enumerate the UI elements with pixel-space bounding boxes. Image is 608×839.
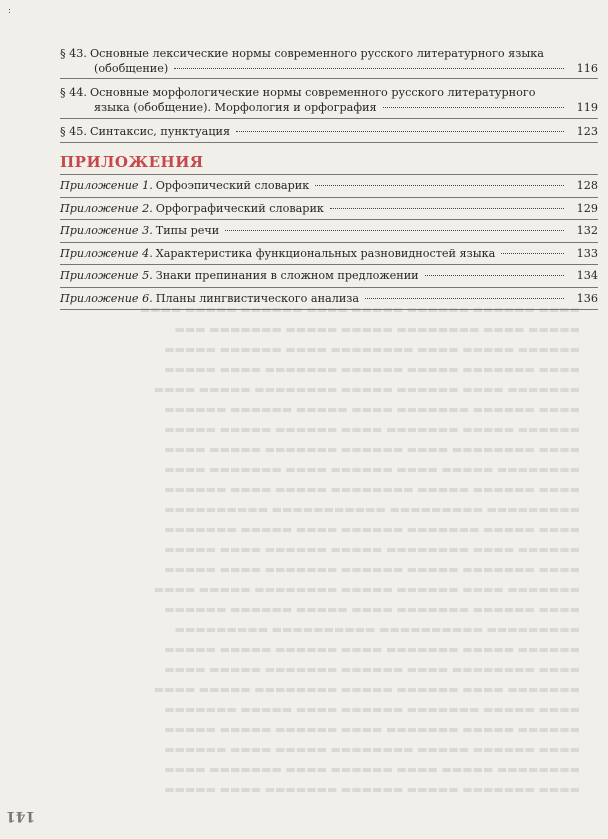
toc-appendix-4[interactable]	[60, 243, 598, 266]
section-title-line2: (обобщение)	[94, 62, 169, 75]
appendix-title: Знаки препинания в сложном предложении	[155, 269, 419, 282]
section-number: § 44.	[60, 86, 87, 99]
toc-section-43[interactable]	[60, 40, 598, 79]
dot-leader	[225, 230, 564, 231]
bleed-through-texture: ▬▬▬▬ ▬▬▬▬▬▬ ▬▬▬▬▬▬ ▬▬▬▬▬ ▬▬▬▬ ▬▬▬▬▬▬ ▬▬▬▬▬ ▬▬▬▬ ▬▬▬▬▬ ▬▬▬▬ ▬▬▬▬▬▬▬▬ ▬▬▬▬▬ ▬▬▬▬▬ ▬▬▬▬▬▬▬ ▬▬▬ ▬▬▬▬▬▬ ▬▬▬▬▬ ▬▬▬▬ ▬▬▬▬▬▬▬▬ ▬▬▬▬ ▬▬▬▬▬▬ ▬▬▬▬▬ ▬▬▬▬ ▬▬▬▬▬▬▬ ▬▬▬▬▬ ▬▬▬▬▬▬ ▬▬▬▬▬▬▬ ▬▬▬▬ ▬▬▬▬▬ ▬▬▬▬▬▬▬ ▬▬▬▬ ▬▬▬▬▬▬ ▬▬▬▬▬ ▬▬▬▬▬▬▬▬ ▬▬▬▬▬ ▬▬▬▬ ▬▬▬▬ ▬▬▬▬▬▬ ▬▬▬▬▬▬▬ ▬▬▬▬ ▬▬▬▬▬ ▬▬▬▬▬▬ ▬▬▬▬▬▬ ▬▬▬▬▬▬ ▬▬▬▬▬ ▬▬▬▬▬▬▬ ▬▬▬▬ ▬▬▬▬▬▬ ▬▬▬▬▬ ▬▬▬▬▬ ▬▬▬▬ ▬▬▬▬▬▬▬▬ ▬▬▬▬ ▬▬▬▬▬▬ ▬▬▬▬▬▬▬ ▬▬▬▬▬ ▬▬▬▬ ▬▬▬▬▬▬▬▬ ▬▬▬▬▬ ▬▬▬▬ ▬▬▬▬▬▬ ▬▬▬▬ ▬▬▬▬▬▬▬ ▬▬▬▬ ▬▬▬▬ ▬▬▬▬▬▬ ▬▬▬▬▬ ▬▬▬▬▬▬▬▬ ▬▬▬▬▬ ▬▬▬▬ ▬▬▬▬▬▬ ▬▬▬▬▬▬▬▬▬ ▬▬▬▬▬▬▬▬▬ ▬▬▬▬▬▬▬▬▬▬▬ ▬▬▬▬▬▬▬▬▬▬ ▬▬▬▬ ▬▬▬▬▬ ▬▬▬▬▬▬▬ ▬▬▬▬▬▬ ▬▬▬▬ ▬▬▬▬▬ ▬▬▬▬▬▬▬ ▬▬▬▬▬▬ ▬▬▬▬ ▬▬▬▬▬▬▬▬ ▬▬▬▬▬ ▬▬▬▬▬▬ ▬▬▬▬ ▬▬▬▬▬ ▬▬▬▬ ▬▬▬▬▬▬▬ ▬▬▬▬▬ ▬▬▬▬▬▬ ▬▬▬▬▬▬▬ ▬▬▬▬ ▬▬▬▬▬ ▬▬▬▬▬▬▬ ▬▬▬▬ ▬▬▬▬▬▬ ▬▬▬▬▬ ▬▬▬▬▬▬▬▬ ▬▬▬▬▬ ▬▬▬▬ ▬▬▬▬ ▬▬▬▬▬▬ ▬▬▬▬▬▬▬ ▬▬▬▬ ▬▬▬▬▬ ▬▬▬▬▬▬ ▬▬▬▬▬▬ ▬▬▬▬▬▬▬▬▬ ▬▬▬▬▬▬▬▬▬▬ ▬▬▬▬▬▬▬▬▬▬ ▬▬▬▬▬▬▬▬▬ ▬▬▬▬▬▬ ▬▬▬▬▬ ▬▬▬▬▬▬▬ ▬▬▬▬ ▬▬▬▬▬▬ ▬▬▬▬▬ ▬▬▬▬▬ ▬▬▬▬ ▬▬▬▬▬▬▬▬ ▬▬▬▬ ▬▬▬▬▬▬ ▬▬▬▬▬▬▬ ▬▬▬▬▬ ▬▬▬▬ ▬▬▬▬▬▬▬ ▬▬▬▬ ▬▬▬▬▬▬ ▬▬▬▬▬ ▬▬▬▬▬▬▬▬ ▬▬▬▬▬ ▬▬▬▬ ▬▬▬▬ ▬▬▬▬▬ ▬▬▬▬▬▬▬ ▬▬▬▬▬▬ ▬▬▬▬ ▬▬▬▬▬ ▬▬▬▬▬▬▬ ▬▬▬▬▬▬ ▬▬▬▬▬ ▬▬▬▬▬▬▬ ▬▬▬▬ ▬▬▬▬▬▬ ▬▬▬▬▬ ▬▬▬▬▬ ▬▬▬▬ ▬▬▬▬▬▬ ▬▬▬▬▬ ▬▬▬▬▬▬▬▬ ▬▬▬▬▬ ▬▬▬▬ ▬▬▬▬▬▬ ▬▬▬▬▬▬▬▬ ▬▬▬▬▬ ▬▬▬▬ ▬▬▬▬▬▬ ▬▬▬▬ ▬▬▬▬▬▬▬ ▬▬▬▬ ▬▬▬▬ ▬▬▬▬▬▬▬ ▬▬▬▬▬ ▬▬▬▬▬▬ ▬▬▬▬▬▬▬ ▬▬▬▬ ▬▬▬▬▬	[139, 303, 580, 796]
toc-appendix-6[interactable]	[60, 288, 598, 311]
page-number: 136	[576, 291, 598, 305]
appendix-title: Типы речи	[155, 224, 220, 237]
dot-leader	[383, 107, 564, 108]
appendix-label: Приложение 1.	[60, 179, 153, 192]
page-number: 133	[576, 246, 598, 260]
section-title-line1: Основные морфологические нормы современного русского литературного	[90, 86, 536, 99]
section-number: § 45.	[60, 125, 87, 138]
section-title-line1: Основные лексические нормы современного русского литературного языка	[90, 47, 544, 60]
appendix-title: Орфоэпический словарик	[155, 179, 310, 192]
toc-appendix-1[interactable]	[60, 175, 598, 198]
page-number: 123	[576, 125, 598, 138]
folio-page-number: 141	[6, 808, 36, 824]
appendix-label: Приложение 3.	[60, 224, 153, 237]
appendix-label: Приложение 2.	[60, 201, 153, 215]
corner-mark: :	[8, 6, 12, 16]
page-number: 132	[576, 224, 598, 237]
dot-leader	[425, 275, 564, 276]
appendix-title: Орфографический словарик	[155, 201, 324, 215]
appendix-label: Приложение 4.	[60, 246, 153, 260]
dot-leader	[315, 185, 564, 186]
section-title-line1: Синтаксис, пунктуация	[90, 125, 231, 138]
section-number: § 43.	[60, 47, 87, 60]
appendix-title: Планы лингвистического анализа	[155, 291, 360, 305]
toc-section-44[interactable]	[60, 79, 598, 119]
page-number: 116	[576, 62, 598, 75]
dot-leader	[236, 131, 564, 132]
appendix-label: Приложение 5.	[60, 269, 153, 282]
page-number: 134	[576, 269, 598, 282]
dot-leader	[174, 68, 564, 69]
table-of-contents	[60, 40, 598, 310]
dot-leader	[365, 298, 564, 299]
section-title-line2: языка (обобщение). Морфология и орфография	[94, 101, 377, 114]
appendix-title: Характеристика функциональных разновидностей языка	[155, 246, 496, 260]
toc-appendix-5[interactable]	[60, 265, 598, 288]
page-number: 119	[576, 101, 598, 114]
dot-leader	[330, 208, 564, 209]
toc-section-45[interactable]	[60, 119, 598, 143]
dot-leader	[501, 253, 564, 254]
toc-appendix-2[interactable]	[60, 198, 598, 221]
appendix-label: Приложение 6.	[60, 291, 153, 305]
appendix-heading: ПРИЛОЖЕНИЯ	[60, 153, 598, 175]
page-number: 128	[576, 179, 598, 192]
toc-appendix-3[interactable]	[60, 220, 598, 243]
page-number: 129	[576, 201, 598, 215]
